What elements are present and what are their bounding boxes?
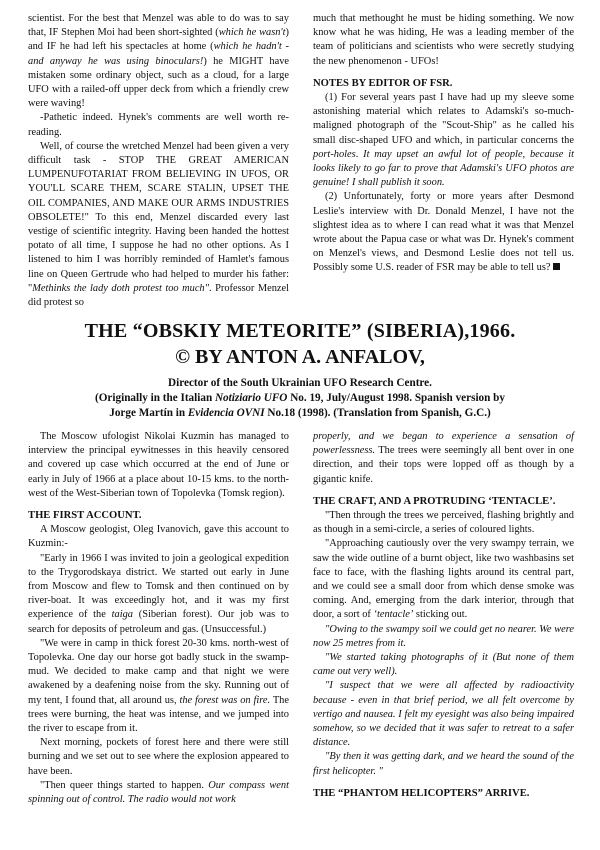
paragraph: "I suspect that we were all affected by radioactivity because - even in that brief period, we all felt overcome by vertigo and nausea. I felt my eyesight was also being impaired somehow, so we decided that it was safer to retreat to a safer distance. <box>313 680 574 749</box>
section-heading-phantom-helicopters: THE “PHANTOM HELICOPTERS” ARRIVE. <box>313 787 530 799</box>
bottom-left-column <box>28 430 289 807</box>
paragraph: "By then it was getting dark, and we heard the sound of the first helicopter. " <box>313 751 574 777</box>
source-line-2: Jorge Martín in Evidencia OVNI No.18 (1998). (Translation from Spanish, G.C.) <box>109 407 491 419</box>
editor-note-1: (1) For several years past I have had up my sleeve some astonishing material which relates to Adamski's so-much-maligned photograph of the "Scout-Ship" as he called his small disc-shaped UFO and which, in particular concerns the port-holes. It may upset an awful lot of people, because it looks likely to go far to prove that Adamski's UFO photos are genuine! I shall publish it soon. <box>313 92 574 189</box>
paragraph: much that methought he must be hiding something. We now know what he was hiding, He was a leading member of the team of politicians and scientists who were secretly studying the new phenomenon - UFOs! <box>313 13 574 67</box>
editor-note-2: (2) Unfortunately, forty or more years after Desmond Leslie's interview with Dr. Donald Menzel, I have not the slightest idea as to where I can read what it was that Menzel wrote about the Papua case or what was Dr. Hynek's comment on Menzel's views, and Desmond Leslie does not tell us. Possibly some U.S. reader of FSR may be able to tell us? <box>313 191 574 274</box>
notes-heading: NOTES BY EDITOR OF FSR. <box>313 77 453 89</box>
paragraph: "Then queer things started to happen. Our compass went spinning out of control. The radio would not work <box>28 779 289 806</box>
article-header <box>20 318 580 421</box>
section-heading-first-account: THE FIRST ACCOUNT. <box>28 510 142 522</box>
paragraph: Next morning, pockets of forest here and there were still burning and we set out to see where the explosion appeared to have been. <box>28 737 289 777</box>
paragraph: Well, of course the wretched Menzel had been given a very difficult task - STOP THE GREAT AMERICAN LUMPENUFOTARIAT FROM BELIEVING IN UFOS, OR YOU'LL SCARE THEM, SCARE STALIN, UPSET THE OIL COMPANIES, AND MAKE OUR ARMS INDUSTRIES OBSOLETE!" To this end, Menzel discarded every last vestige of scientific integrity. Having been handed the hottest potato of all time, I suppose he had no other options. As I listened to him I was horribly reminded of Hamlet's famous line on Queen Gertrude who had helped to murder his father: "Methinks the lady doth protest too much". Professor Menzel did protest so <box>28 140 289 309</box>
end-mark-icon <box>553 263 560 270</box>
paragraph: The Moscow ufologist Nikolai Kuzmin has managed to interview the principal eywitnesses in this heavily censored and covered up case which occurred at the end of June or early in July of 1966 at a place about 10-15 kms. to the north-west of the West-Siberian town of Topolevka (Tomsk region). <box>28 431 289 499</box>
article-author: © BY ANTON A. ANFALOV, <box>175 346 425 368</box>
top-columns <box>28 12 574 310</box>
paragraph: "Early in 1966 I was invited to join a geological expedition to the Trygorodskaya district. We started out early in June from Moscow and flew to Tomsk and then continued on by river-boat. It was exceedingly hot, and it was my first experience of the taiga (Siberian forest). Our job was to search for deposits of petroleum and gas. (Unsuccessful.) <box>28 552 289 635</box>
paragraph: "Then through the trees we perceived, flashing brightly and as though in a semi-circle, a series of coloured lights. <box>313 510 574 536</box>
bottom-columns <box>28 430 574 807</box>
paragraph: "Approaching cautiously over the very swampy terrain, we saw the wide outline of a burnt object, like two washbasins set face to face, with the flashing lights around its central part, and we could see a small door from which dense smoke was coming. And, emerging from the dark interior, through that door, a sort of ‘tentacle’ sticking out. <box>313 538 574 621</box>
paragraph: "Owing to the swampy soil we could get no nearer. We were now 25 metres from it. <box>313 623 574 649</box>
article-title: THE “OBSKIY METEORITE” (SIBERIA),1966. <box>84 320 516 342</box>
source-line-1: (Originally in the Italian Notiziario UFO No. 19, July/August 1998. Spanish version by <box>95 392 505 404</box>
paragraph: properly, and we began to experience a sensation of powerlessness. The trees were seemingly all bent over in one direction, and their tops were lopped off as though by a gigantic knife. <box>313 431 574 485</box>
paragraph: "We were in camp in thick forest 20-30 kms. north-west of Topolevka. One day our horse got badly stuck in the swamp-mud. We decided to make camp and that night we were awakened by a deafening noise from the sky. Running out of my tent, I found that, all around us, the forest was on fire. The trees were burning, the heat was intense, and we jumped into the river to escape from it. <box>28 637 289 735</box>
paragraph: A Moscow geologist, Oleg Ivanovich, gave this account to Kuzmin:- <box>28 524 289 550</box>
author-role: Director of the South Ukrainian UFO Research Centre. <box>168 377 432 389</box>
top-right-column <box>313 12 574 310</box>
paragraph: "We started taking photographs of it (But none of them came out very well). <box>313 652 574 678</box>
paragraph: scientist. For the best that Menzel was able to do was to say that, IF Stephen Moi had been short-sighted (which he wasn't) and IF he had left his spectacles at home (which he hadn't - and anyway he was using binoculars!) he MIGHT have mistaken some ordinary object, such as a cloud, for a large UFO with a railed-off upper deck from which a friendly crew were waving! <box>28 13 290 110</box>
paragraph: -Pathetic indeed. Hynek's comments are well worth re-reading. <box>28 112 289 138</box>
section-heading-craft: THE CRAFT, AND A PROTRUDING ‘TENTACLE’. <box>313 495 556 507</box>
top-left-column <box>28 12 289 310</box>
bottom-right-column <box>313 430 574 807</box>
